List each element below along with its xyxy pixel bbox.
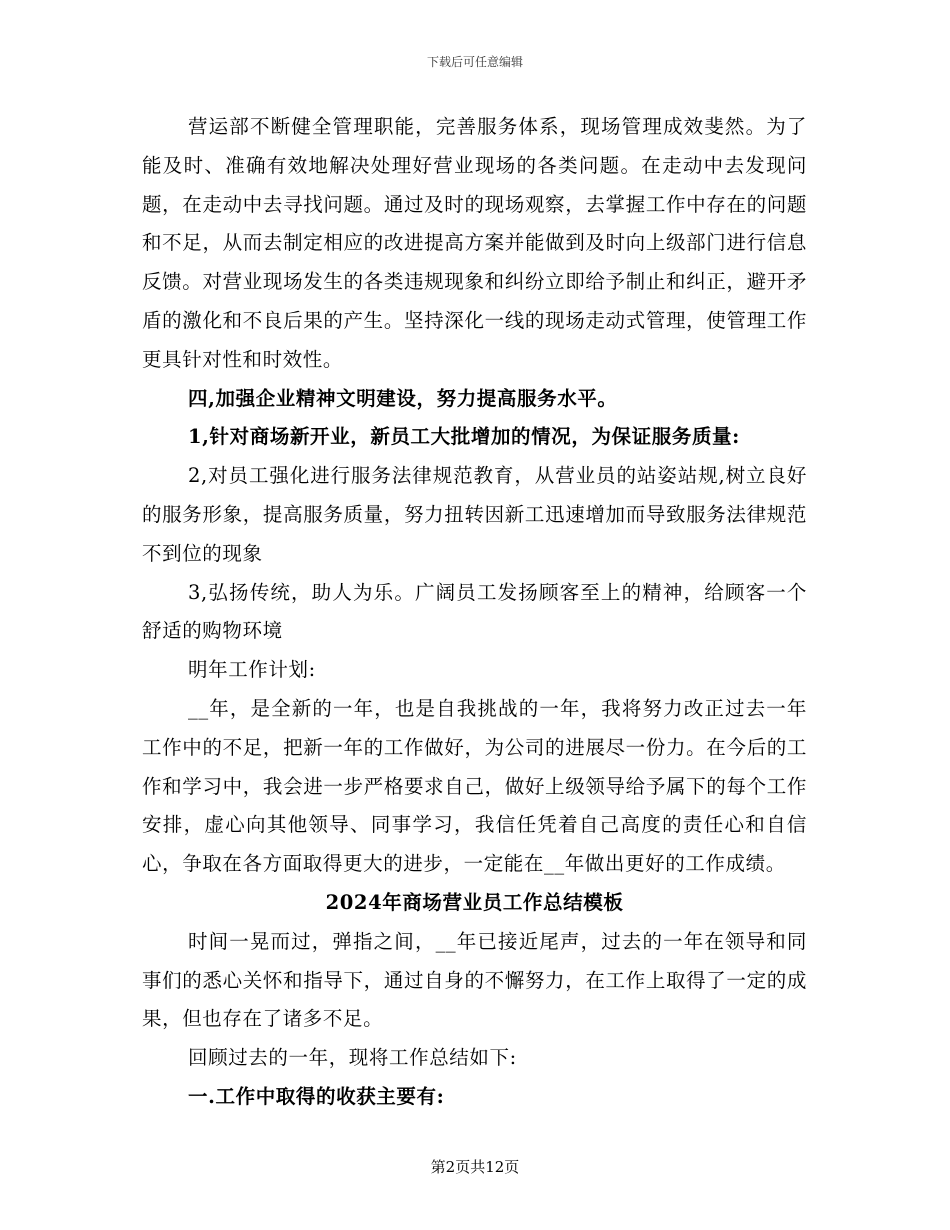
paragraph-operations: 营运部不断健全管理职能，完善服务体系，现场管理成效斐然。为了能及时、准确有效地解决处理好营业现场的各类问题。在走动中去发现问题，在走动中去寻找问题。通过及时的现场观察，去掌握工作中存在的问题和不足，从而去制定相应的改进提高方案并能做到及时向上级部门进行信息反馈。对营业现场发生的各类违规现象和纠纷立即给予制止和纠正，避开矛盾的激化和不良后果的产生。坚持深化一线的现场走动式管理，使管理工作更具针对性和时效性。 — [142, 115, 807, 371]
document-title: 2024年商场营业员工作总结模板 — [325, 890, 624, 914]
paragraph-item-three: 3,弘扬传统，助人为乐。广阔员工发扬顾客至上的精神，给顾客一个舒适的购物环境 — [142, 580, 807, 643]
paragraph-intro: 时间一晃而过，弹指之间，__年已接近尾声，过去的一年在领导和同事们的悉心关怀和指导下，通过自身的不懈努力，在工作上取得了一定的成果，但也存在了诸多不足。 — [142, 929, 807, 1031]
heading-gains: 一.工作中取得的收获主要有: — [188, 1084, 445, 1108]
page-header: 下载后可任意编辑 — [426, 55, 523, 69]
heading-section-four: 四,加强企业精神文明建设，努力提高服务水平。 — [188, 386, 618, 410]
paragraph-item-two: 2,对员工强化进行服务法律规范教育，从营业员的站姿站规,树立良好的服务形象，提高服务质量，努力扭转因新工迅速增加而导致服务法律规范不到位的现象 — [142, 464, 807, 565]
paragraph-next-year-plan: __年，是全新的一年，也是自我挑战的一年，我将努力改正过去一年工作中的不足，把新一年的工作做好，为公司的进展尽一份力。在今后的工作和学习中，我会进一步严格要求自己，做好上级领导给予属下的每个工作安排，虚心向其他领导、同事学习，我信任凭着自己高度的责任心和自信心，争取在各方面取得更大的进步，一定能在__年做出更好的工作成绩。 — [142, 696, 807, 876]
document-body — [142, 108, 807, 1117]
paragraph-review: 回顾过去的一年，现将工作总结如下: — [188, 1046, 517, 1070]
paragraph-next-year-label: 明年工作计划: — [188, 658, 316, 682]
heading-item-one: 1,针对商场新开业，新员工大批增加的情况，为保证服务质量: — [188, 425, 740, 449]
page-footer: 第2页共12页 — [430, 1158, 520, 1176]
